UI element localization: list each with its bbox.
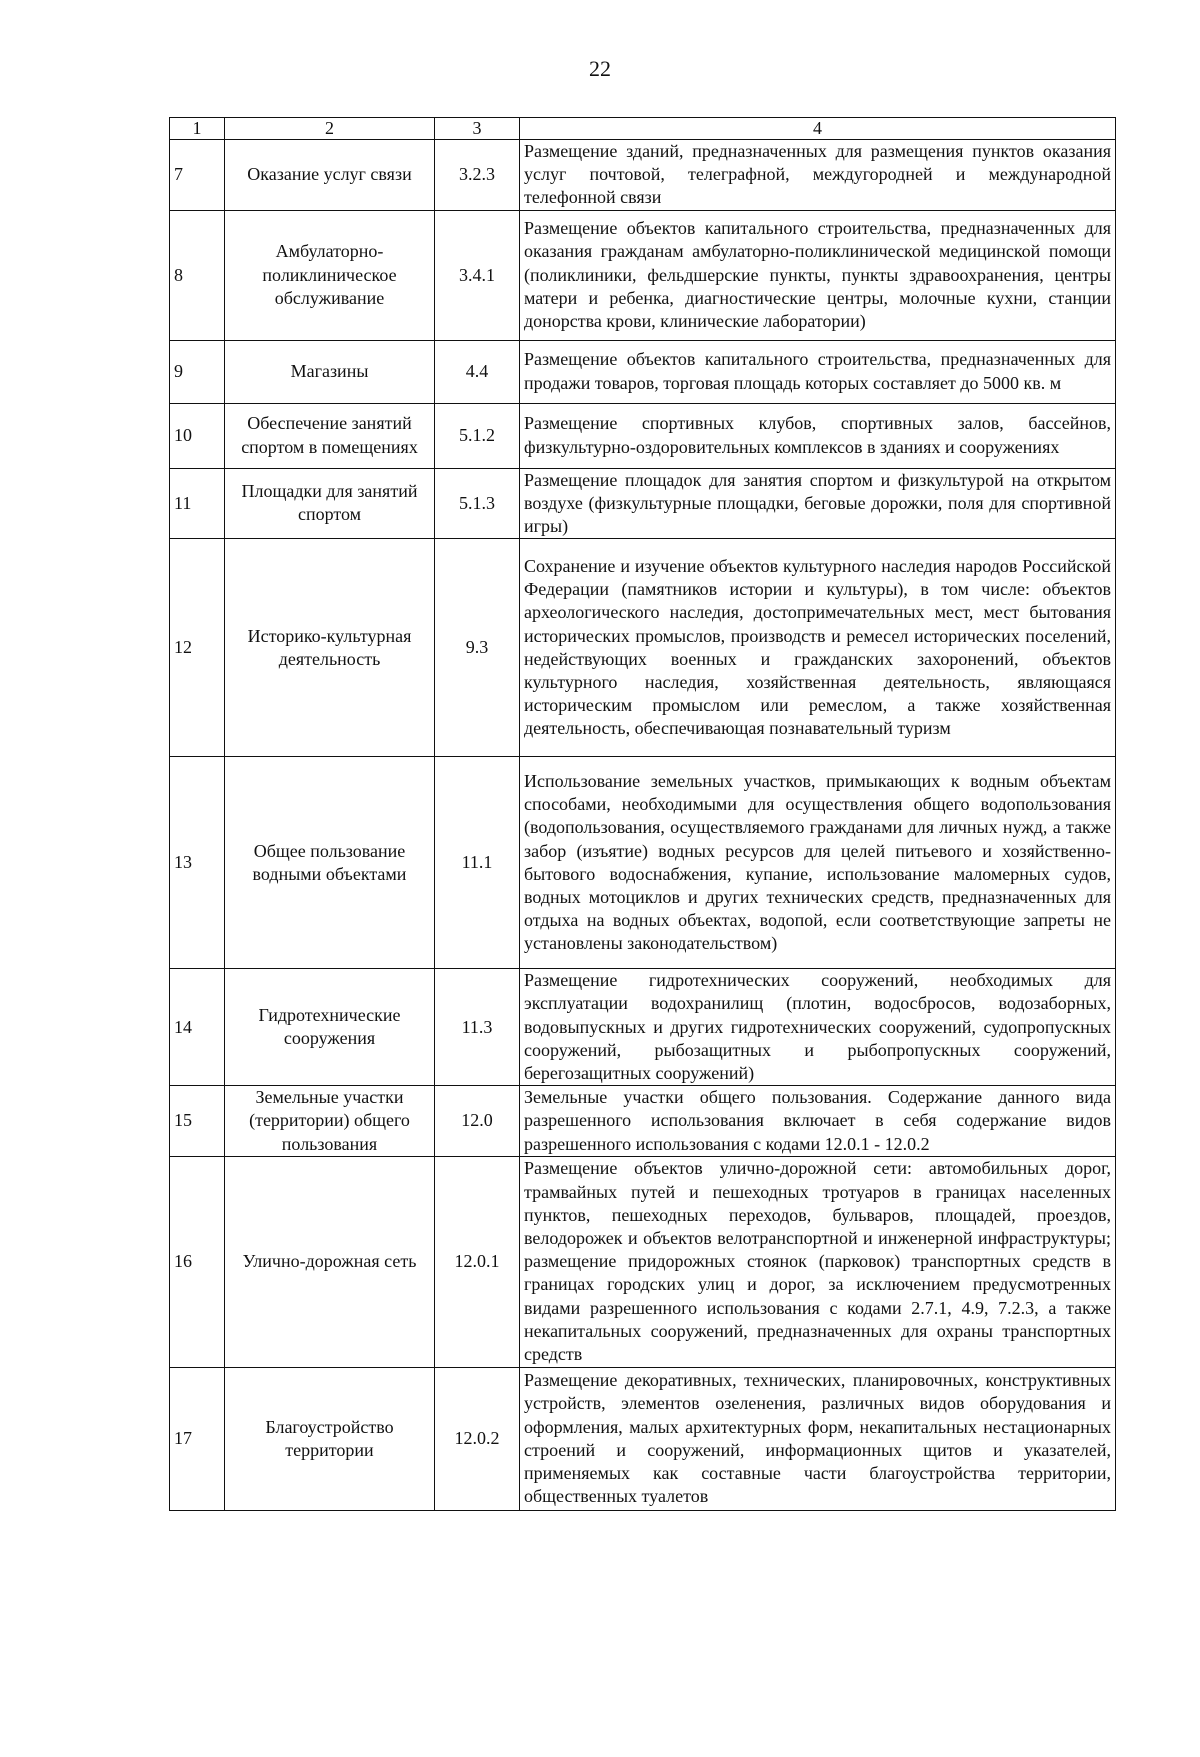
row-number: 8 [170, 210, 225, 340]
table-row [170, 969, 1116, 1086]
land-use-name: Площадки для занятий спортом [225, 468, 435, 539]
table-row [170, 1086, 1116, 1157]
header-col-3: 3 [435, 118, 520, 140]
table-row [170, 539, 1116, 757]
land-use-description: Размещение объектов капитального строительства, предназначенных для продажи товаров, торговая площадь которых составляет до 5000 кв. м [520, 340, 1116, 403]
land-use-code: 3.2.3 [435, 140, 520, 211]
header-col-2: 2 [225, 118, 435, 140]
table-row [170, 140, 1116, 211]
land-use-code: 3.4.1 [435, 210, 520, 340]
land-use-code: 12.0.1 [435, 1156, 520, 1367]
land-use-description: Размещение объектов улично-дорожной сети: автомобильных дорог, трамвайных путей и пешеходных тротуаров в границах населенных пунктов, пешеходных переходов, бульваров, площадей, проездов, велодорожек и объектов велотранспортной и инженерной инфраструктуры; размещение придорожных стоянок (парковок) транспортных средств в границах городских улиц и дорог, за исключением предусмотренных видами разрешенного использования с кодами 2.7.1, 4.9, 7.2.3, а также некапитальных сооружений, предназначенных для охраны транспортных средств [520, 1156, 1116, 1367]
table-row [170, 210, 1116, 340]
land-use-code: 11.1 [435, 757, 520, 969]
table-row [170, 1156, 1116, 1367]
land-use-description: Земельные участки общего пользования. Содержание данного вида разрешенного использования включает в себя содержание видов разрешенного использования с кодами 12.0.1 - 12.0.2 [520, 1086, 1116, 1157]
row-number: 7 [170, 140, 225, 211]
header-col-4: 4 [520, 118, 1116, 140]
row-number: 11 [170, 468, 225, 539]
land-use-description: Размещение зданий, предназначенных для размещения пунктов оказания услуг почтовой, телеграфной, междугородней и международной телефонной связи [520, 140, 1116, 211]
row-number: 14 [170, 969, 225, 1086]
land-use-name: Улично-дорожная сеть [225, 1156, 435, 1367]
row-number: 15 [170, 1086, 225, 1157]
land-use-description: Сохранение и изучение объектов культурного наследия народов Российской Федерации (памятников истории и культуры), в том числе: объектов археологического наследия, достопримечательных мест, мест бытования исторических промыслов, производств и ремесел исторических поселений, недействующих военных и гражданских захоронений, объектов культурного наследия, хозяйственная деятельность, являющаяся историческим промыслом или ремеслом, а также хозяйственная деятельность, обеспечивающая познавательный туризм [520, 539, 1116, 757]
table-header-row [170, 118, 1116, 140]
land-use-name: Амбулаторно-поликлиническое обслуживание [225, 210, 435, 340]
land-use-name: Общее пользование водными объектами [225, 757, 435, 969]
table-row [170, 757, 1116, 969]
table-body [170, 118, 1116, 1511]
row-number: 16 [170, 1156, 225, 1367]
land-use-description: Размещение спортивных клубов, спортивных залов, бассейнов, физкультурно-оздоровительных комплексов в зданиях и сооружениях [520, 403, 1116, 468]
land-use-name: Земельные участки (территории) общего пользования [225, 1086, 435, 1157]
land-use-name: Историко-культурная деятельность [225, 539, 435, 757]
land-use-name: Гидротехнические сооружения [225, 969, 435, 1086]
row-number: 10 [170, 403, 225, 468]
land-use-description: Использование земельных участков, примыкающих к водным объектам способами, необходимыми для осуществления общего водопользования (водопользования, осуществляемого гражданами для личных нужд, а также забор (изъятие) водных ресурсов для целей питьевого и хозяйственно-бытового водоснабжения, купание, использование маломерных судов, водных мотоциклов и других технических средств, предназначенных для отдыха на водных объектах, водопой, если соответствующие запреты не установлены законодательством) [520, 757, 1116, 969]
header-col-1: 1 [170, 118, 225, 140]
table-row [170, 403, 1116, 468]
row-number: 9 [170, 340, 225, 403]
land-use-name: Благоустройство территории [225, 1367, 435, 1510]
row-number: 12 [170, 539, 225, 757]
land-use-code: 12.0 [435, 1086, 520, 1157]
land-use-code: 5.1.2 [435, 403, 520, 468]
land-use-description: Размещение площадок для занятия спортом и физкультурой на открытом воздухе (физкультурные площадки, беговые дорожки, поля для спортивной игры) [520, 468, 1116, 539]
land-use-description: Размещение объектов капитального строительства, предназначенных для оказания гражданам амбулаторно-поликлинической медицинской помощи (поликлиники, фельдшерские пункты, пункты здравоохранения, центры матери и ребенка, диагностические центры, молочные кухни, станции донорства крови, клинические лаборатории) [520, 210, 1116, 340]
land-use-code: 9.3 [435, 539, 520, 757]
table-row [170, 1367, 1116, 1510]
page-number: 22 [589, 56, 611, 81]
row-number: 13 [170, 757, 225, 969]
row-number: 17 [170, 1367, 225, 1510]
table-row [170, 340, 1116, 403]
land-use-code: 11.3 [435, 969, 520, 1086]
land-use-table [169, 117, 1116, 1511]
land-use-name: Оказание услуг связи [225, 140, 435, 211]
table-row [170, 468, 1116, 539]
land-use-code: 5.1.3 [435, 468, 520, 539]
land-use-description: Размещение гидротехнических сооружений, необходимых для эксплуатации водохранилищ (плотин, водосбросов, водозаборных, водовыпускных и других гидротехнических сооружений, судопропускных сооружений, рыбозащитных и рыбопропускных сооружений, берегозащитных сооружений) [520, 969, 1116, 1086]
land-use-name: Магазины [225, 340, 435, 403]
land-use-description: Размещение декоративных, технических, планировочных, конструктивных устройств, элементов озеленения, различных видов оборудования и оформления, малых архитектурных форм, некапитальных нестационарных строений и сооружений, информационных щитов и указателей, применяемых как составные части благоустройства территории, общественных туалетов [520, 1367, 1116, 1510]
land-use-code: 12.0.2 [435, 1367, 520, 1510]
land-use-code: 4.4 [435, 340, 520, 403]
land-use-name: Обеспечение занятий спортом в помещениях [225, 403, 435, 468]
